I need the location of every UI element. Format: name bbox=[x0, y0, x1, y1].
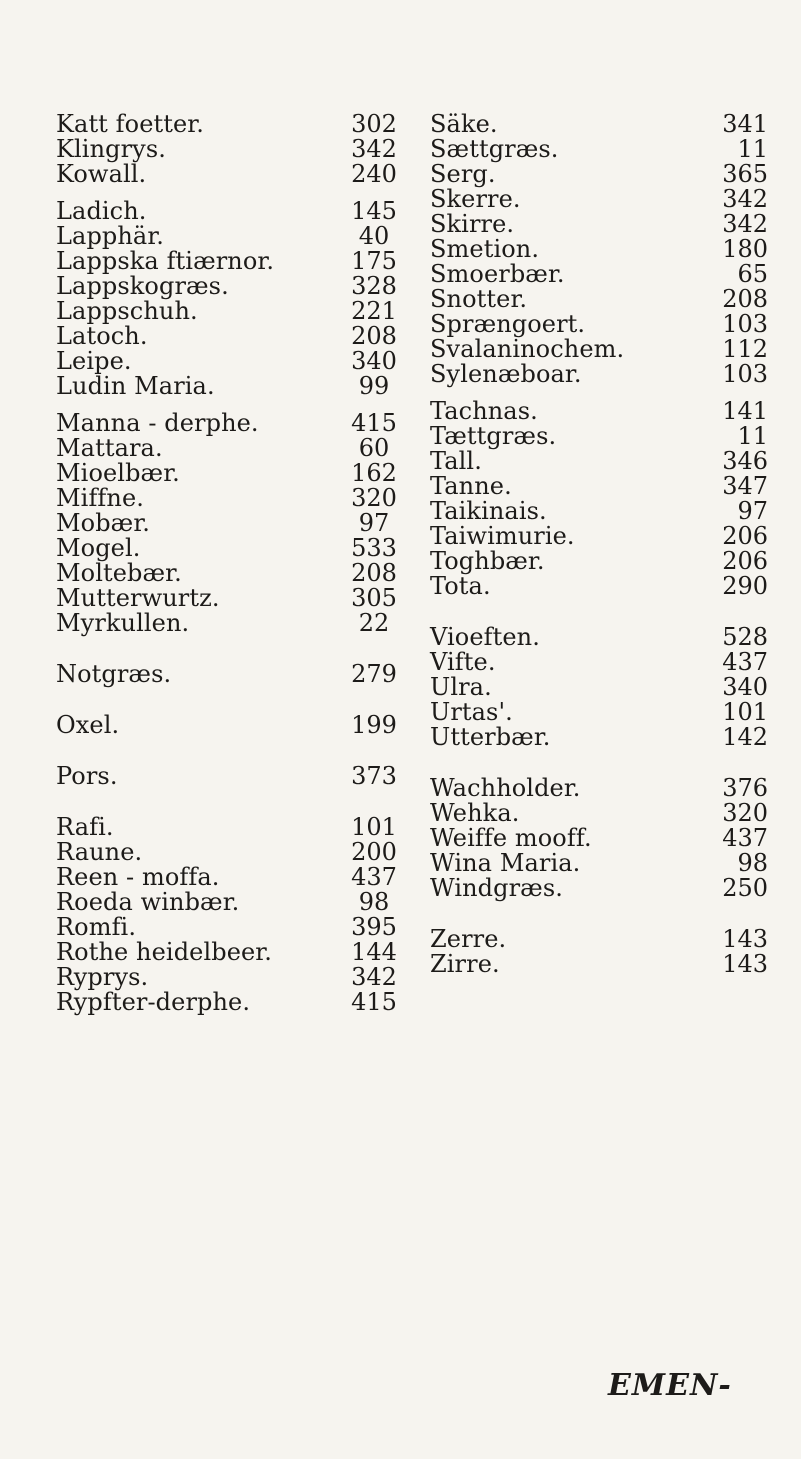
entry-term: Lappschuh. bbox=[56, 297, 198, 325]
entry-page-number: 22 bbox=[358, 609, 390, 637]
index-entry bbox=[56, 890, 406, 915]
entry-term: Vioeften. bbox=[430, 623, 540, 651]
index-entry bbox=[430, 524, 768, 549]
entry-page-number: 342 bbox=[722, 210, 768, 238]
index-entry bbox=[430, 700, 768, 725]
entry-page-number: 143 bbox=[722, 925, 768, 953]
entry-term: Klingrys. bbox=[56, 135, 166, 163]
entry-page-number: 206 bbox=[722, 547, 768, 575]
entry-page-number: 250 bbox=[722, 874, 768, 902]
index-entry bbox=[430, 287, 768, 312]
entry-term: Smoerbær. bbox=[430, 260, 565, 288]
entry-term: Tall. bbox=[430, 447, 482, 475]
entry-term: Manna - derphe. bbox=[56, 409, 259, 437]
entry-term: Rothe heidelbeer. bbox=[56, 938, 272, 966]
index-entry bbox=[56, 137, 406, 162]
entry-term: Tanne. bbox=[430, 472, 512, 500]
index-entry bbox=[56, 199, 406, 224]
entry-page-number: 180 bbox=[722, 235, 768, 263]
entry-page-number: 376 bbox=[722, 774, 768, 802]
entry-term: Myrkullen. bbox=[56, 609, 190, 637]
entry-term: Wina Maria. bbox=[430, 849, 581, 877]
index-entry bbox=[56, 112, 406, 137]
index-entry bbox=[56, 299, 406, 324]
entry-term: Roeda winbær. bbox=[56, 888, 240, 916]
entry-page-number: 200 bbox=[351, 838, 397, 866]
entry-term: Windgræs. bbox=[430, 874, 563, 902]
index-entry bbox=[56, 840, 406, 865]
entry-page-number: 208 bbox=[351, 322, 397, 350]
entry-term: Miffne. bbox=[56, 484, 145, 512]
index-entry bbox=[430, 650, 768, 675]
index-entry bbox=[56, 162, 406, 187]
entry-page-number: 373 bbox=[351, 762, 397, 790]
entry-term: Lappskogræs. bbox=[56, 272, 229, 300]
index-entry bbox=[430, 337, 768, 362]
entry-page-number: 437 bbox=[722, 824, 768, 852]
index-entry bbox=[56, 411, 406, 436]
index-entry bbox=[430, 625, 768, 650]
index-entry bbox=[430, 876, 768, 901]
entry-page-number: 305 bbox=[351, 584, 397, 612]
entry-term: Skirre. bbox=[430, 210, 515, 238]
right-index-column bbox=[430, 112, 768, 977]
entry-page-number: 437 bbox=[722, 648, 768, 676]
entry-term: Mobær. bbox=[56, 509, 151, 537]
entry-page-number: 175 bbox=[351, 247, 397, 275]
entry-page-number: 240 bbox=[351, 160, 397, 188]
entry-page-number: 437 bbox=[351, 863, 397, 891]
entry-page-number: 60 bbox=[358, 434, 390, 462]
entry-term: Mioelbær. bbox=[56, 459, 180, 487]
entry-page-number: 101 bbox=[351, 813, 397, 841]
index-entry bbox=[56, 965, 406, 990]
index-entry bbox=[430, 449, 768, 474]
index-entry bbox=[430, 801, 768, 826]
entry-term: Notgræs. bbox=[56, 660, 172, 688]
index-entry bbox=[430, 312, 768, 337]
entry-term: Säke. bbox=[430, 110, 498, 138]
index-entry bbox=[56, 249, 406, 274]
entry-term: Latoch. bbox=[56, 322, 148, 350]
entry-term: Rypfter-derphe. bbox=[56, 988, 251, 1016]
index-entry bbox=[56, 990, 406, 1015]
entry-term: Katt foetter. bbox=[56, 110, 204, 138]
entry-page-number: 40 bbox=[358, 222, 390, 250]
index-entry bbox=[56, 349, 406, 374]
index-entry bbox=[430, 424, 768, 449]
entry-page-number: 98 bbox=[358, 888, 390, 916]
entry-page-number: 290 bbox=[722, 572, 768, 600]
entry-page-number: 279 bbox=[351, 660, 397, 688]
entry-page-number: 99 bbox=[358, 372, 390, 400]
entry-page-number: 342 bbox=[351, 963, 397, 991]
index-entry bbox=[56, 764, 406, 789]
index-entry bbox=[56, 374, 406, 399]
entry-page-number: 65 bbox=[737, 260, 768, 288]
entry-page-number: 533 bbox=[351, 534, 397, 562]
entry-page-number: 112 bbox=[722, 335, 768, 363]
entry-term: Toghbær. bbox=[430, 547, 545, 575]
index-entry bbox=[430, 362, 768, 387]
entry-term: Sylenæboar. bbox=[430, 360, 582, 388]
index-entry bbox=[430, 549, 768, 574]
index-entry bbox=[56, 274, 406, 299]
entry-page-number: 101 bbox=[722, 698, 768, 726]
left-index-column bbox=[56, 112, 406, 1015]
entry-page-number: 208 bbox=[351, 559, 397, 587]
entry-term: Romfi. bbox=[56, 913, 137, 941]
index-entry bbox=[430, 187, 768, 212]
entry-page-number: 342 bbox=[351, 135, 397, 163]
entry-page-number: 103 bbox=[722, 310, 768, 338]
index-entry bbox=[56, 662, 406, 687]
entry-term: Skerre. bbox=[430, 185, 521, 213]
index-entry bbox=[56, 713, 406, 738]
index-entry bbox=[56, 561, 406, 586]
index-entry bbox=[430, 137, 768, 162]
index-entry bbox=[430, 725, 768, 750]
entry-term: Serg. bbox=[430, 160, 496, 188]
index-entry bbox=[430, 162, 768, 187]
index-entry bbox=[430, 262, 768, 287]
entry-page-number: 365 bbox=[722, 160, 768, 188]
entry-term: Reen - moffa. bbox=[56, 863, 220, 891]
entry-term: Zerre. bbox=[430, 925, 507, 953]
entry-page-number: 340 bbox=[722, 673, 768, 701]
index-entry bbox=[430, 237, 768, 262]
index-entry bbox=[56, 486, 406, 511]
index-entry bbox=[430, 112, 768, 137]
index-entry bbox=[430, 212, 768, 237]
entry-page-number: 103 bbox=[722, 360, 768, 388]
entry-page-number: 340 bbox=[351, 347, 397, 375]
entry-term: Urtas'. bbox=[430, 698, 513, 726]
entry-term: Vifte. bbox=[430, 648, 496, 676]
entry-term: Kowall. bbox=[56, 160, 147, 188]
entry-term: Leipe. bbox=[56, 347, 132, 375]
entry-page-number: 143 bbox=[722, 950, 768, 978]
entry-page-number: 415 bbox=[351, 988, 397, 1016]
entry-page-number: 302 bbox=[351, 110, 397, 138]
entry-page-number: 145 bbox=[351, 197, 397, 225]
entry-term: Wachholder. bbox=[430, 774, 581, 802]
index-entry bbox=[56, 865, 406, 890]
index-entry bbox=[56, 915, 406, 940]
index-entry bbox=[56, 586, 406, 611]
entry-page-number: 320 bbox=[722, 799, 768, 827]
entry-term: Raune. bbox=[56, 838, 143, 866]
entry-page-number: 342 bbox=[722, 185, 768, 213]
index-entry bbox=[430, 399, 768, 424]
entry-page-number: 528 bbox=[722, 623, 768, 651]
entry-term: Lappska ftiærnor. bbox=[56, 247, 275, 275]
catchword: EMEN- bbox=[608, 1368, 732, 1403]
entry-term: Ladich. bbox=[56, 197, 147, 225]
index-entry bbox=[430, 574, 768, 599]
index-entry bbox=[430, 927, 768, 952]
entry-term: Smetion. bbox=[430, 235, 540, 263]
entry-term: Pors. bbox=[56, 762, 118, 790]
index-entry bbox=[430, 776, 768, 801]
index-entry bbox=[430, 851, 768, 876]
entry-term: Lapphär. bbox=[56, 222, 165, 250]
entry-page-number: 208 bbox=[722, 285, 768, 313]
index-entry bbox=[56, 536, 406, 561]
entry-term: Weiffe mooff. bbox=[430, 824, 592, 852]
entry-page-number: 11 bbox=[737, 135, 768, 163]
entry-term: Tota. bbox=[430, 572, 491, 600]
entry-page-number: 415 bbox=[351, 409, 397, 437]
entry-page-number: 162 bbox=[351, 459, 397, 487]
entry-term: Mattara. bbox=[56, 434, 163, 462]
index-entry bbox=[56, 511, 406, 536]
entry-term: Taikinais. bbox=[430, 497, 547, 525]
entry-page-number: 97 bbox=[358, 509, 390, 537]
entry-term: Mutterwurtz. bbox=[56, 584, 220, 612]
entry-term: Oxel. bbox=[56, 711, 120, 739]
entry-page-number: 98 bbox=[737, 849, 768, 877]
entry-page-number: 328 bbox=[351, 272, 397, 300]
entry-term: Tachnas. bbox=[430, 397, 538, 425]
entry-term: Svalaninochem. bbox=[430, 335, 625, 363]
entry-term: Snotter. bbox=[430, 285, 528, 313]
entry-term: Zirre. bbox=[430, 950, 500, 978]
index-entry bbox=[56, 940, 406, 965]
index-entry bbox=[430, 499, 768, 524]
entry-term: Mogel. bbox=[56, 534, 141, 562]
entry-page-number: 142 bbox=[722, 723, 768, 751]
entry-term: Wehka. bbox=[430, 799, 520, 827]
entry-term: Ryprys. bbox=[56, 963, 149, 991]
index-entry bbox=[56, 436, 406, 461]
entry-term: Rafi. bbox=[56, 813, 114, 841]
index-entry bbox=[430, 826, 768, 851]
index-entry bbox=[56, 324, 406, 349]
index-entry bbox=[56, 611, 406, 636]
entry-page-number: 141 bbox=[722, 397, 768, 425]
index-entry bbox=[430, 474, 768, 499]
entry-page-number: 221 bbox=[351, 297, 397, 325]
index-entry bbox=[430, 675, 768, 700]
entry-page-number: 395 bbox=[351, 913, 397, 941]
entry-page-number: 11 bbox=[737, 422, 768, 450]
entry-term: Tættgræs. bbox=[430, 422, 557, 450]
index-entry bbox=[56, 224, 406, 249]
entry-term: Taiwimurie. bbox=[430, 522, 575, 550]
entry-term: Ulra. bbox=[430, 673, 492, 701]
entry-page-number: 341 bbox=[722, 110, 768, 138]
index-entry bbox=[56, 461, 406, 486]
entry-page-number: 199 bbox=[351, 711, 397, 739]
entry-page-number: 144 bbox=[351, 938, 397, 966]
entry-page-number: 320 bbox=[351, 484, 397, 512]
entry-term: Sprængoert. bbox=[430, 310, 586, 338]
index-entry bbox=[56, 815, 406, 840]
entry-page-number: 206 bbox=[722, 522, 768, 550]
entry-term: Utterbær. bbox=[430, 723, 551, 751]
entry-page-number: 346 bbox=[722, 447, 768, 475]
entry-term: Moltebær. bbox=[56, 559, 182, 587]
entry-term: Sættgræs. bbox=[430, 135, 559, 163]
entry-term: Ludin Maria. bbox=[56, 372, 215, 400]
entry-page-number: 347 bbox=[722, 472, 768, 500]
entry-page-number: 97 bbox=[737, 497, 768, 525]
index-entry bbox=[430, 952, 768, 977]
